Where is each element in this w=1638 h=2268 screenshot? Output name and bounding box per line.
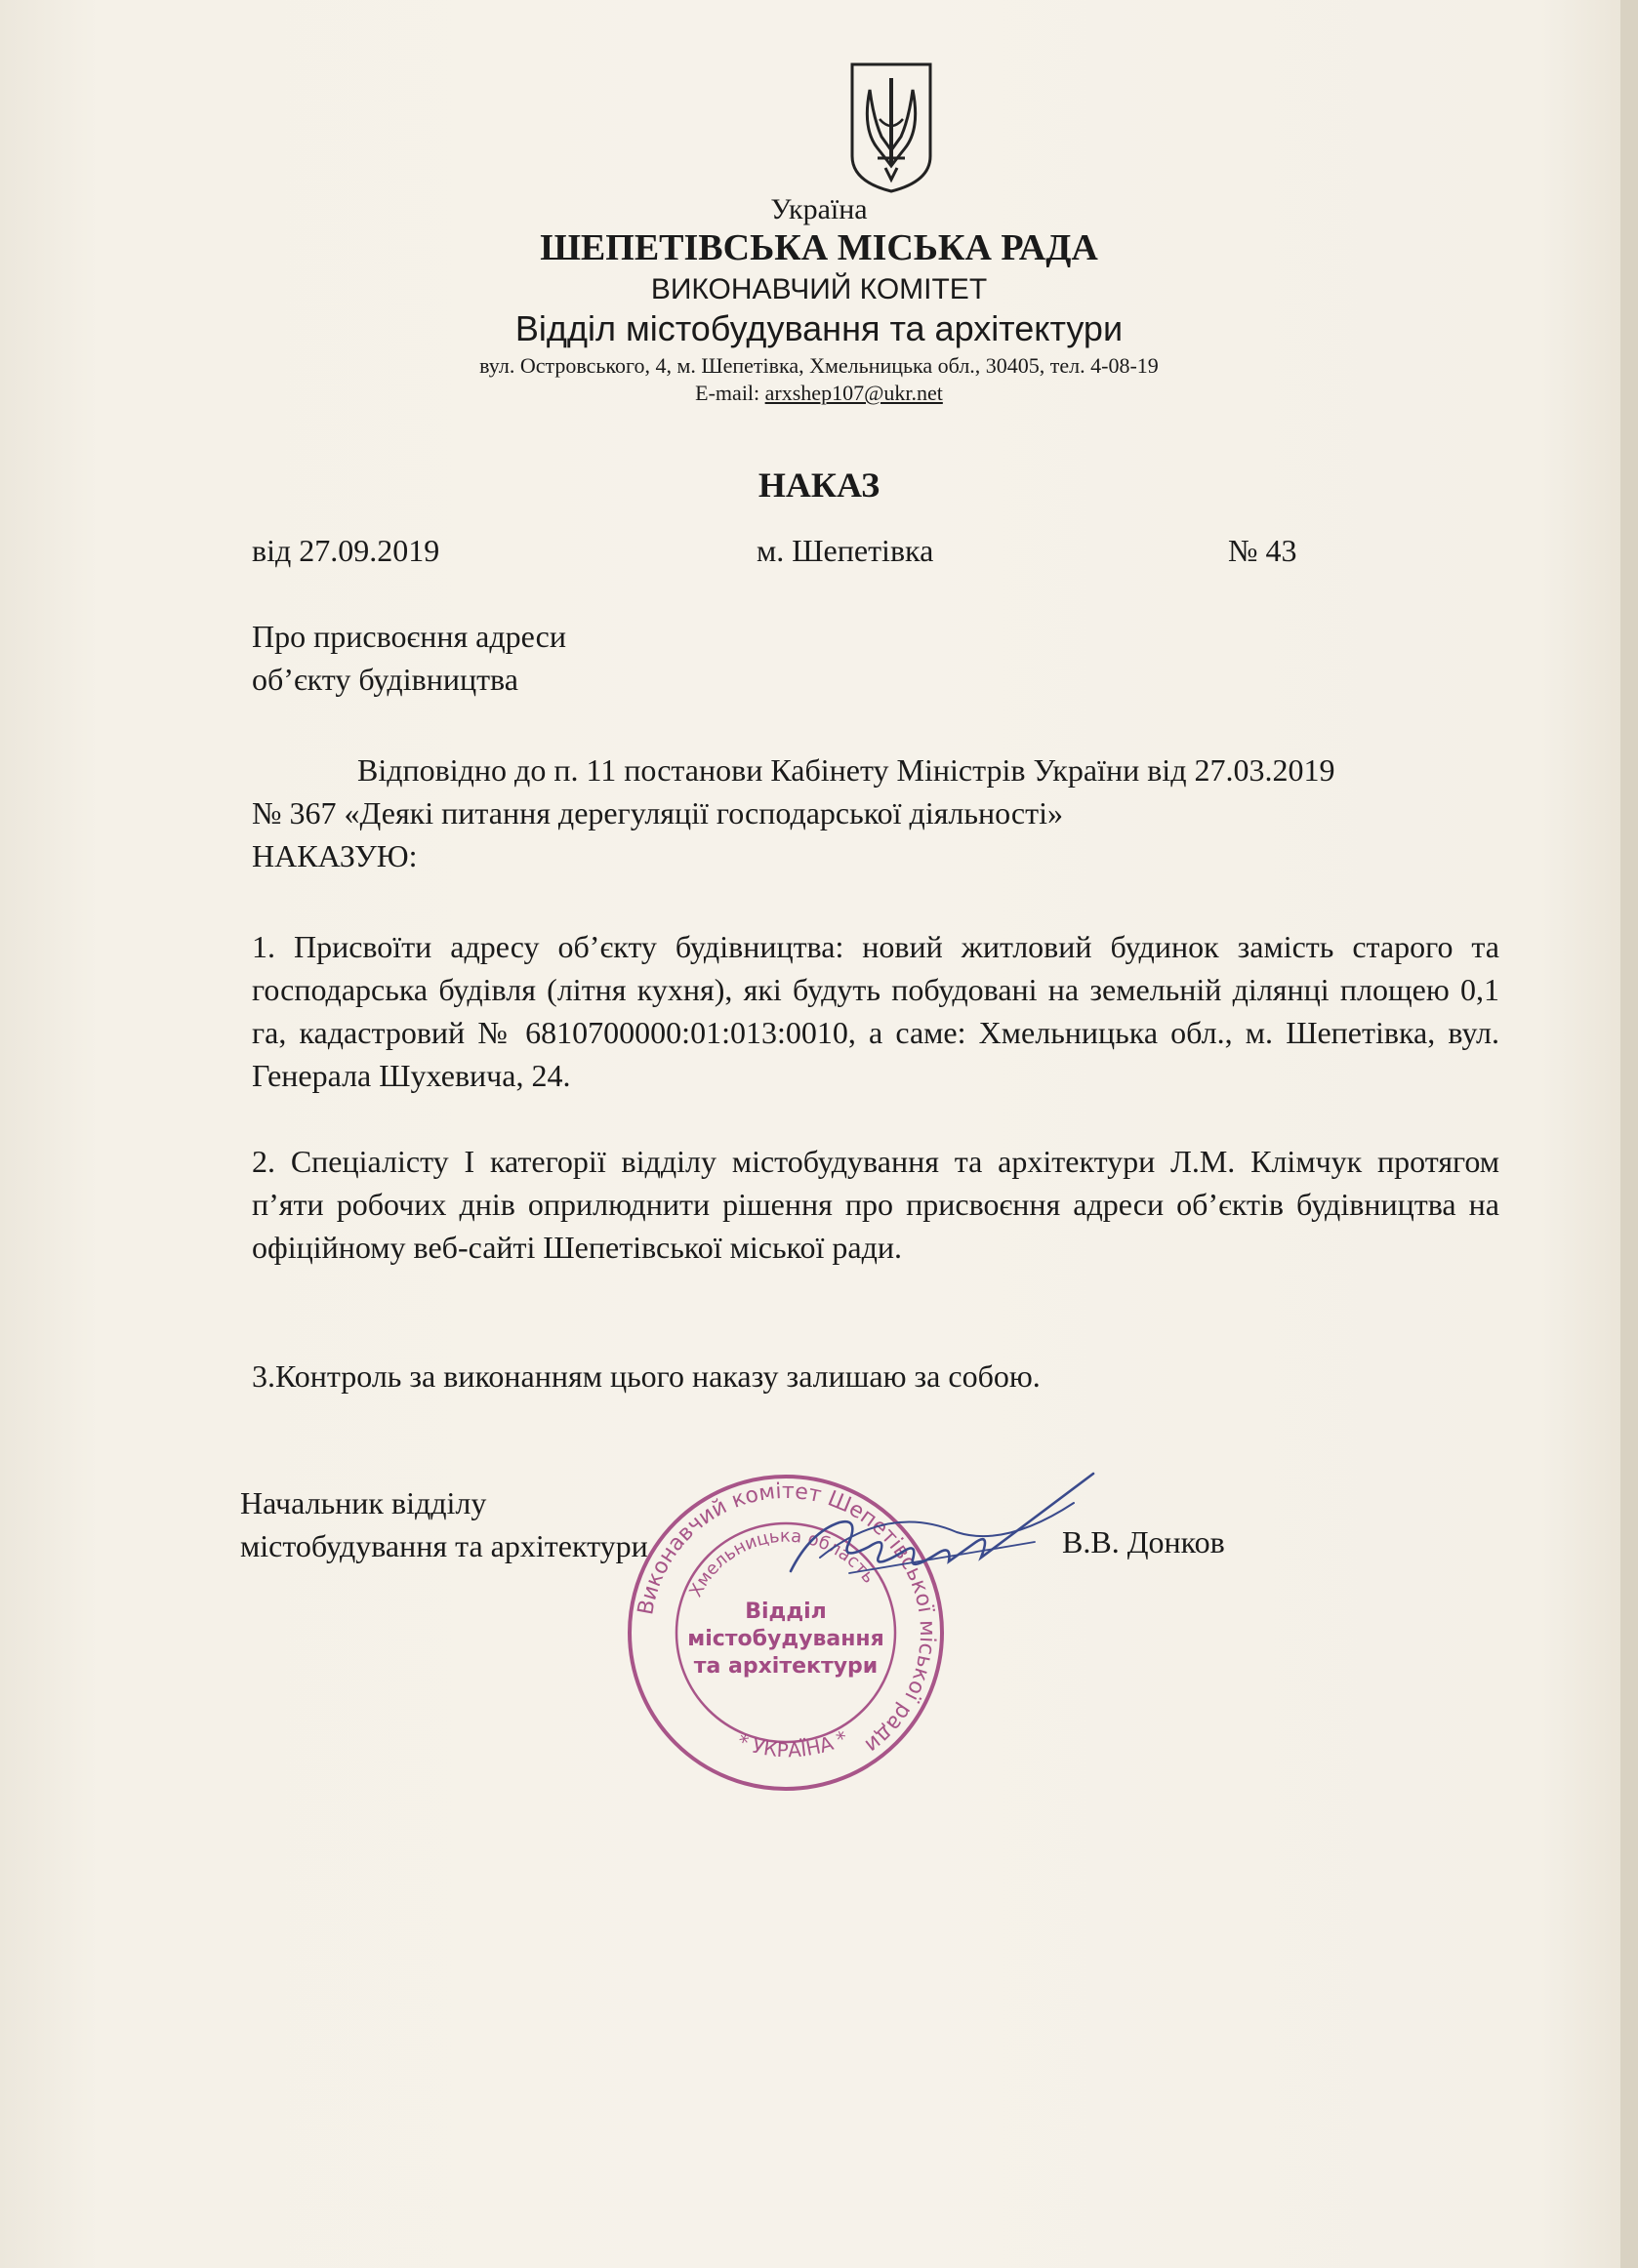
trident-coat-of-arms-icon — [848, 61, 934, 195]
stamp-center-line-3: та архітектури — [693, 1654, 879, 1679]
stamp-center-line-1: Відділ — [745, 1600, 827, 1624]
committee-name: ВИКОНАВЧИЙ КОМІТЕТ — [650, 273, 988, 305]
signatory-title — [240, 1481, 648, 1567]
intro-line-2: № 367 «Деякі питання дерегуляції господарської діяльності» — [252, 795, 1063, 830]
handwritten-signature — [781, 1464, 1103, 1610]
document-title: НАКАЗ — [758, 466, 880, 505]
council-name: ШЕПЕТІВСЬКА МІСЬКА РАДА — [540, 227, 1098, 268]
document-subject — [252, 615, 566, 701]
subject-line-1: Про присвоєння адреси — [252, 619, 566, 654]
department-name: Відділ містобудування та архітектури — [514, 308, 1124, 348]
stamp-bottom-text: * УКРАЇНА * — [734, 1725, 852, 1762]
email-link[interactable]: arxshep107@ukr.net — [764, 381, 943, 405]
signatory-title-line-1: Начальник відділу — [240, 1485, 487, 1520]
document-number: № 43 — [1228, 533, 1297, 568]
stamp-outer-text: Виконавчий комітет Шепетівської міської ради — [634, 1478, 940, 1758]
order-item-2: 2. Спеціалісту І категорії відділу містобудування та архітектури Л.М. Клімчук протягом п’яти робочих днів оприлюднити рішення про присвоєння адреси об’єктів будівництва на офіційному веб-сайті Шепетівської міської ради. — [252, 1144, 1499, 1265]
intro-paragraph — [252, 749, 1499, 877]
intro-line-1: Відповідно до п. 11 постанови Кабінету Міністрів України від 27.03.2019 — [357, 752, 1335, 788]
signatory-name: В.В. Донков — [1062, 1524, 1225, 1559]
order-item-3: 3.Контроль за виконанням цього наказу залишаю за собою. — [252, 1358, 1041, 1394]
stamp-center-line-2: містобудування — [687, 1627, 884, 1651]
department-address: вул. Островського, 4, м. Шепетівка, Хмельницька обл., 30405, тел. 4-08-19 — [479, 353, 1159, 378]
country-name: Україна — [770, 193, 868, 225]
order-item-1: 1. Присвоїти адресу об’єкту будівництва: новий житловий будинок замість старого та господарська будівля (літня кухня), які будуть побудовані на земельній ділянці площею 0,1 га, кадастровий № 6810700000:01:013:0010, а саме: Хмельницька обл., м. Шепетівка, вул. Генерала Шухевича, 24. — [252, 929, 1499, 1093]
email-label: E-mail: — [695, 381, 765, 405]
order-word: НАКАЗУЮ: — [252, 838, 418, 873]
svg-text:* УКРАЇНА * — [734, 1725, 851, 1762]
document-city: м. Шепетівка — [757, 533, 934, 568]
document-date: від 27.09.2019 — [252, 533, 440, 568]
signatory-title-line-2: містобудування та архітектури — [240, 1528, 648, 1563]
stamp-region-text: Хмельницька область — [685, 1525, 880, 1600]
email-line — [0, 381, 1638, 406]
subject-line-2: об’єкту будівництва — [252, 662, 518, 697]
